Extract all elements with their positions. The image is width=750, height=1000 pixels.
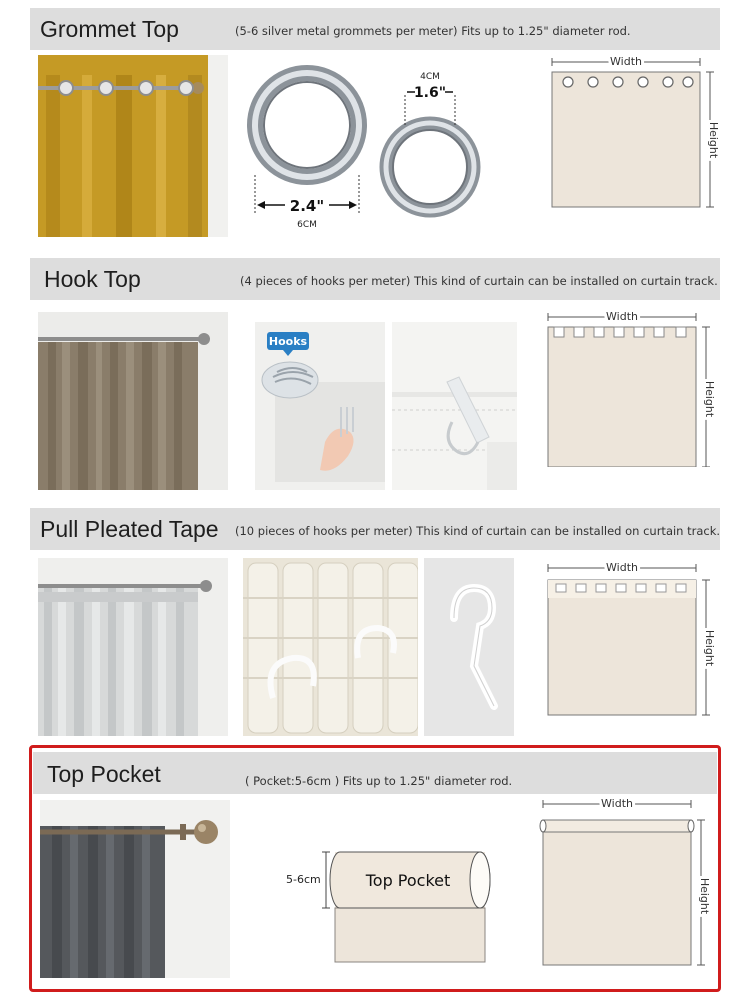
section-title: Top Pocket [47, 761, 161, 787]
hook-curtain-photo [38, 312, 228, 490]
hook-dimension-panel [540, 307, 725, 467]
width-label: Width [601, 797, 633, 810]
pleated-curtain-photo [38, 558, 228, 736]
hooks-closeup-photo [255, 322, 385, 490]
section-title: Pull Pleated Tape [40, 516, 219, 542]
section-description: (5-6 silver metal grommets per meter) Fits up to 1.25" diameter rod. [235, 24, 631, 38]
section-title: Hook Top [44, 266, 141, 292]
height-label: Height [707, 121, 720, 159]
section-pull-pleated-tape [0, 500, 750, 740]
grommet-curtain-photo [38, 55, 228, 237]
pocket-curtain-photo [40, 800, 230, 978]
section-description: (10 pieces of hooks per meter) This kind of curtain can be installed on curtain track. [235, 524, 721, 538]
pleat-dimension-panel [540, 560, 725, 720]
section-description: (4 pieces of hooks per meter) This kind of curtain can be installed on curtain track. [240, 274, 718, 288]
top-pocket-diagram [280, 838, 500, 968]
pleat-hook-photo [424, 558, 514, 736]
section-grommet-top [0, 0, 750, 245]
hooks-badge: Hooks [268, 335, 308, 348]
section-hook-top [0, 250, 750, 495]
grommet-dimension-panel [540, 50, 725, 210]
width-label: Width [606, 310, 638, 323]
section-description: ( Pocket:5-6cm ) Fits up to 1.25" diameter rod. [245, 774, 513, 788]
pleated-tape-closeup-photo [243, 558, 418, 736]
section-header [33, 752, 717, 794]
small-ring-inch-label: 1.6" [413, 85, 447, 101]
section-header [30, 508, 720, 550]
section-title: Grommet Top [40, 16, 179, 42]
height-label: Height [703, 380, 716, 418]
large-ring-inch-label: 2.4" [289, 197, 325, 215]
section-header [30, 258, 720, 300]
large-ring-cm-label: 6CM [297, 220, 317, 230]
width-label: Width [610, 55, 642, 68]
height-label: Height [698, 877, 711, 915]
hook-tape-photo [392, 322, 517, 490]
pocket-size-label: 5-6cm [286, 873, 321, 886]
pocket-dimension-panel [535, 796, 720, 971]
section-top-pocket [0, 748, 750, 990]
height-label: Height [703, 629, 716, 667]
grommet-size-diagram [245, 55, 485, 240]
pocket-label: Top Pocket [365, 871, 451, 890]
width-label: Width [606, 561, 638, 574]
small-ring-cm-label: 4CM [420, 72, 440, 82]
section-header [30, 8, 720, 50]
